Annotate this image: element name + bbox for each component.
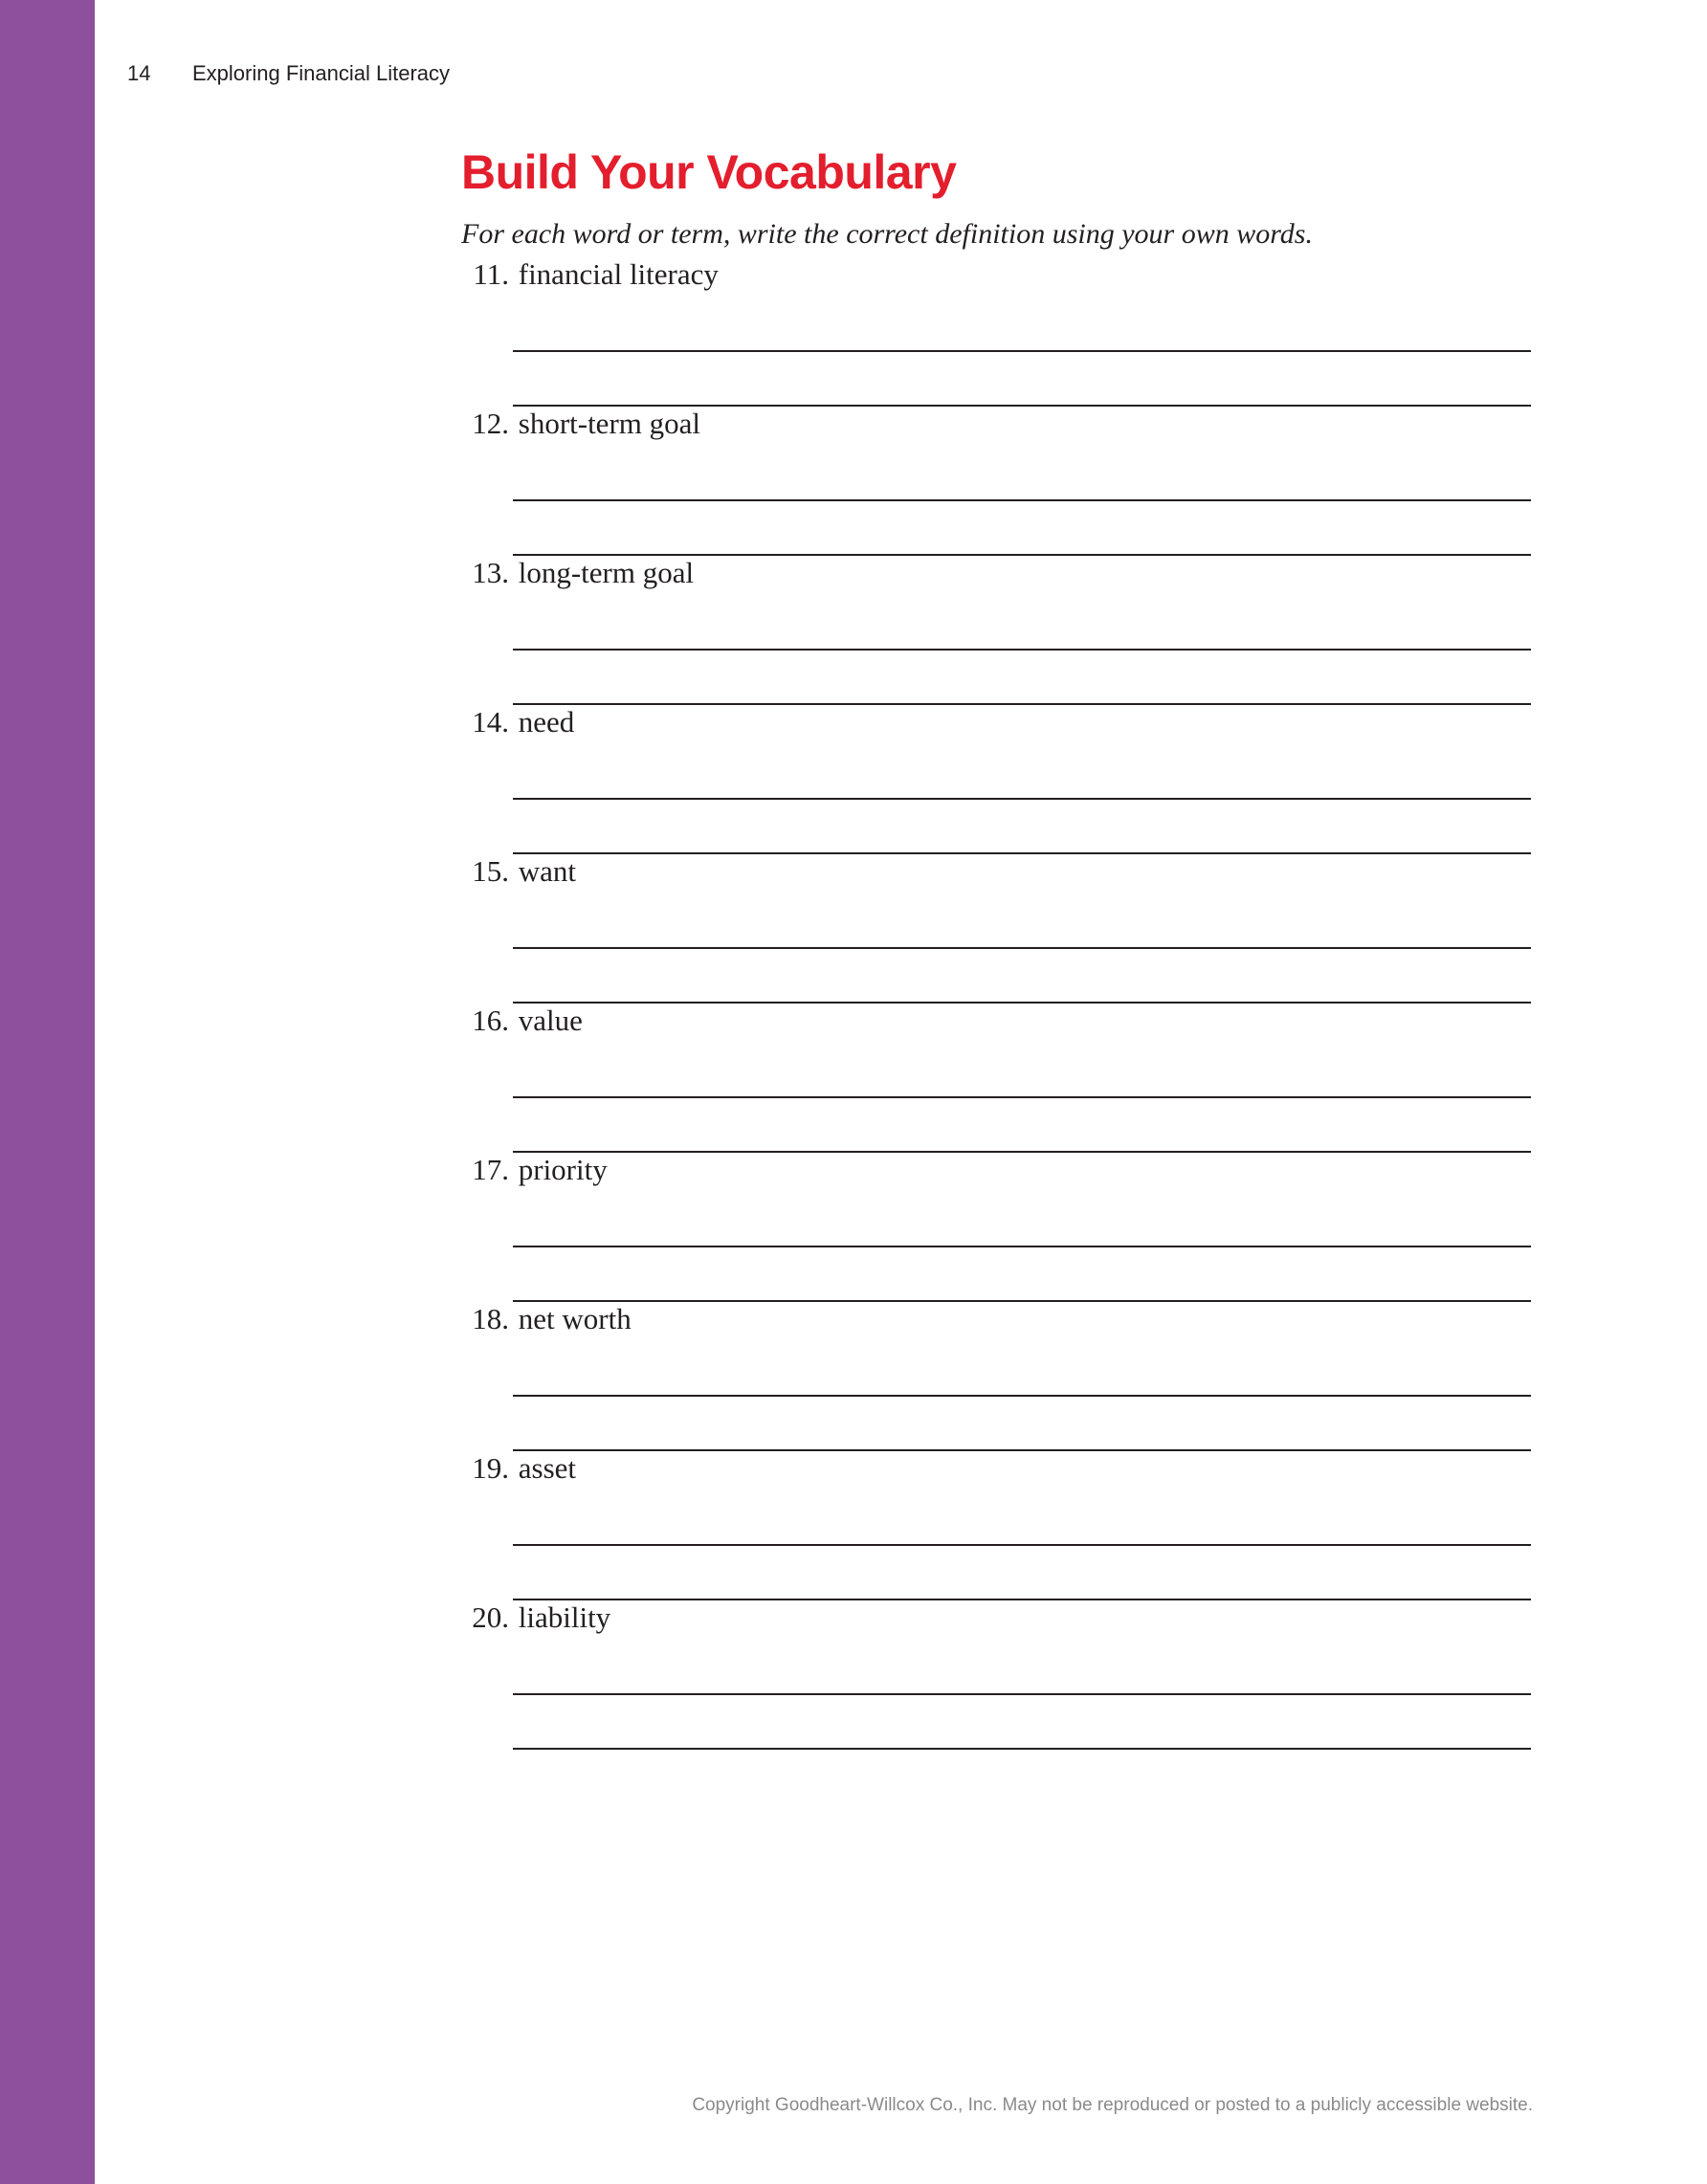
item-number: 19. [472, 1451, 509, 1485]
item-term: financial literacy [518, 257, 719, 291]
answer-line[interactable] [513, 1395, 1531, 1397]
item-number: 13. [472, 556, 509, 589]
vocabulary-item [461, 702, 1533, 851]
item-term: liability [518, 1600, 611, 1634]
item-term: long-term goal [518, 556, 695, 589]
vocabulary-item [461, 1448, 1533, 1598]
answer-line[interactable] [513, 1096, 1531, 1098]
worksheet [461, 134, 1533, 1747]
book-title: Exploring Financial Literacy [192, 61, 451, 85]
item-heading [461, 254, 1533, 295]
item-term: value [518, 1004, 583, 1037]
answer-line[interactable] [513, 1246, 1531, 1247]
item-number: 16. [472, 1004, 509, 1037]
answer-line[interactable] [513, 499, 1531, 501]
item-number: 20. [472, 1600, 509, 1634]
item-term: priority [518, 1153, 608, 1186]
answer-line[interactable] [513, 350, 1531, 352]
vocabulary-item [461, 1001, 1533, 1150]
item-heading [461, 1448, 1533, 1489]
item-heading [461, 404, 1533, 444]
vocabulary-item [461, 404, 1533, 553]
section-title: Build Your Vocabulary [461, 145, 957, 199]
vocabulary-item [461, 1150, 1533, 1299]
side-color-bar [0, 0, 95, 2184]
answer-line[interactable] [513, 1544, 1531, 1546]
item-number: 12. [472, 407, 509, 440]
answer-line[interactable] [513, 1693, 1531, 1695]
answer-line[interactable] [513, 1748, 1531, 1750]
page-number: 14 [127, 61, 151, 85]
item-number: 15. [472, 854, 509, 888]
vocabulary-list [461, 254, 1533, 1747]
copyright-notice: Copyright Goodheart-Willcox Co., Inc. May not be reproduced or posted to a publicly accessible website. [692, 2095, 1533, 2115]
vocabulary-item [461, 553, 1533, 702]
answer-line[interactable] [513, 947, 1531, 949]
item-number: 11. [473, 257, 509, 291]
item-heading [461, 1299, 1533, 1339]
item-term: want [518, 854, 577, 888]
vocabulary-item [461, 851, 1533, 1001]
answer-line[interactable] [513, 798, 1531, 800]
item-heading [461, 1598, 1533, 1638]
item-heading [461, 1150, 1533, 1190]
item-heading [461, 1001, 1533, 1041]
item-heading [461, 553, 1533, 593]
instructions: For each word or term, write the correct definition using your own words. [461, 218, 1313, 250]
vocabulary-item [461, 254, 1533, 404]
vocabulary-item [461, 1299, 1533, 1448]
item-term: need [518, 705, 575, 739]
item-term: short-term goal [518, 407, 701, 440]
item-heading [461, 702, 1533, 742]
answer-line[interactable] [513, 649, 1531, 651]
item-term: asset [518, 1451, 577, 1485]
item-term: net worth [518, 1302, 632, 1335]
item-number: 14. [472, 705, 509, 739]
running-head [127, 61, 450, 86]
item-heading [461, 851, 1533, 892]
vocabulary-item [461, 1598, 1533, 1747]
item-number: 18. [472, 1302, 509, 1335]
item-number: 17. [472, 1153, 509, 1186]
